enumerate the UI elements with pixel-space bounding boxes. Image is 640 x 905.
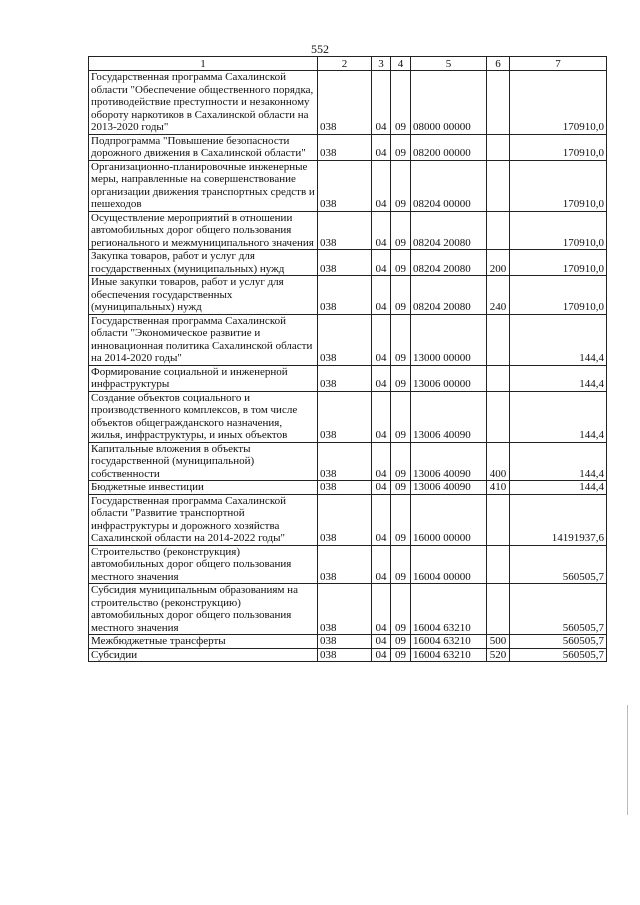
target-article-cell: 16000 00000 — [411, 494, 487, 545]
table-row — [89, 481, 607, 495]
expense-type-cell — [487, 584, 510, 635]
amount-cell: 170910,0 — [510, 71, 607, 135]
subsection-cell: 09 — [391, 481, 411, 495]
table-row — [89, 545, 607, 584]
row-name-cell: Межбюджетные трансферты — [89, 635, 318, 649]
table-row — [89, 71, 607, 135]
header-cell: 1 — [89, 57, 318, 71]
expense-type-cell — [487, 494, 510, 545]
admin-code-cell: 038 — [318, 71, 372, 135]
admin-code-cell: 038 — [318, 365, 372, 391]
row-name-cell: Формирование социальной и инженерной инфраструктуры — [89, 365, 318, 391]
amount-cell: 14191937,6 — [510, 494, 607, 545]
row-name-cell: Осуществление мероприятий в отношении автомобильных дорог общего пользования регионального и межмуниципального значения — [89, 211, 318, 250]
amount-cell: 560505,7 — [510, 635, 607, 649]
table-row — [89, 648, 607, 662]
amount-cell: 170910,0 — [510, 250, 607, 276]
table-row — [89, 494, 607, 545]
subsection-cell: 09 — [391, 211, 411, 250]
admin-code-cell: 038 — [318, 391, 372, 442]
subsection-cell: 09 — [391, 545, 411, 584]
table-row — [89, 160, 607, 211]
header-cell: 7 — [510, 57, 607, 71]
subsection-cell: 09 — [391, 635, 411, 649]
table-row — [89, 365, 607, 391]
subsection-cell: 09 — [391, 250, 411, 276]
amount-cell: 560505,7 — [510, 584, 607, 635]
section-cell: 04 — [372, 494, 391, 545]
row-name-cell: Субсидии — [89, 648, 318, 662]
expense-type-cell — [487, 391, 510, 442]
row-name-cell: Бюджетные инвестиции — [89, 481, 318, 495]
header-cell: 2 — [318, 57, 372, 71]
expense-type-cell — [487, 134, 510, 160]
target-article-cell: 08204 20080 — [411, 211, 487, 250]
admin-code-cell: 038 — [318, 481, 372, 495]
amount-cell: 144,4 — [510, 314, 607, 365]
amount-cell: 170910,0 — [510, 276, 607, 315]
amount-cell: 170910,0 — [510, 134, 607, 160]
row-name-cell: Государственная программа Сахалинской области "Обеспечение общественного порядка, противодействие преступности и незаконному обороту наркотиков в Сахалинской области на 2013-2020 годы" — [89, 71, 318, 135]
expense-type-cell: 240 — [487, 276, 510, 315]
admin-code-cell: 038 — [318, 314, 372, 365]
amount-cell: 170910,0 — [510, 160, 607, 211]
amount-cell: 560505,7 — [510, 545, 607, 584]
section-cell: 04 — [372, 545, 391, 584]
row-name-cell: Иные закупки товаров, работ и услуг для обеспечения государственных (муниципальных) нужд — [89, 276, 318, 315]
target-article-cell: 16004 00000 — [411, 545, 487, 584]
amount-cell: 144,4 — [510, 481, 607, 495]
section-cell: 04 — [372, 584, 391, 635]
row-name-cell: Государственная программа Сахалинской области "Экономическое развитие и инновационная политика Сахалинской области на 2014-2020 годы" — [89, 314, 318, 365]
table-row — [89, 635, 607, 649]
amount-cell: 144,4 — [510, 391, 607, 442]
subsection-cell: 09 — [391, 365, 411, 391]
header-cell: 3 — [372, 57, 391, 71]
section-cell: 04 — [372, 160, 391, 211]
expense-type-cell: 200 — [487, 250, 510, 276]
row-name-cell: Создание объектов социального и производственного комплексов, в том числе объектов общегражданского назначения, жилья, инфраструктуры, и иных объектов — [89, 391, 318, 442]
section-cell: 04 — [372, 635, 391, 649]
subsection-cell: 09 — [391, 71, 411, 135]
section-cell: 04 — [372, 71, 391, 135]
row-name-cell: Подпрограмма "Повышение безопасности дорожного движения в Сахалинской области" — [89, 134, 318, 160]
amount-cell: 560505,7 — [510, 648, 607, 662]
section-cell: 04 — [372, 365, 391, 391]
subsection-cell: 09 — [391, 584, 411, 635]
admin-code-cell: 038 — [318, 250, 372, 276]
subsection-cell: 09 — [391, 160, 411, 211]
row-name-cell: Строительство (реконструкция) автомобильных дорог общего пользования местного значения — [89, 545, 318, 584]
section-cell: 04 — [372, 481, 391, 495]
admin-code-cell: 038 — [318, 160, 372, 211]
admin-code-cell: 038 — [318, 211, 372, 250]
table-row — [89, 442, 607, 481]
expense-type-cell: 500 — [487, 635, 510, 649]
target-article-cell: 08204 00000 — [411, 160, 487, 211]
page-number: 552 — [311, 42, 329, 56]
target-article-cell: 08200 00000 — [411, 134, 487, 160]
header-cell: 4 — [391, 57, 411, 71]
target-article-cell: 13006 40090 — [411, 442, 487, 481]
expense-type-cell — [487, 71, 510, 135]
subsection-cell: 09 — [391, 276, 411, 315]
row-name-cell: Капитальные вложения в объекты государственной (муниципальной) собственности — [89, 442, 318, 481]
target-article-cell: 13006 40090 — [411, 481, 487, 495]
amount-cell: 170910,0 — [510, 211, 607, 250]
target-article-cell: 13006 40090 — [411, 391, 487, 442]
target-article-cell: 13006 00000 — [411, 365, 487, 391]
expense-type-cell — [487, 211, 510, 250]
header-cell: 6 — [487, 57, 510, 71]
section-cell: 04 — [372, 648, 391, 662]
row-name-cell: Организационно-планировочные инженерные меры, направленные на совершенствование организации движения транспортных средств и пешеходов — [89, 160, 318, 211]
row-name-cell: Субсидия муниципальным образованиям на строительство (реконструкцию) автомобильных дорог общего пользования местного значения — [89, 584, 318, 635]
subsection-cell: 09 — [391, 314, 411, 365]
section-cell: 04 — [372, 314, 391, 365]
subsection-cell: 09 — [391, 134, 411, 160]
expense-type-cell: 520 — [487, 648, 510, 662]
admin-code-cell: 038 — [318, 584, 372, 635]
row-name-cell: Закупка товаров, работ и услуг для государственных (муниципальных) нужд — [89, 250, 318, 276]
header-cell: 5 — [411, 57, 487, 71]
admin-code-cell: 038 — [318, 134, 372, 160]
target-article-cell: 08204 20080 — [411, 250, 487, 276]
subsection-cell: 09 — [391, 391, 411, 442]
admin-code-cell: 038 — [318, 545, 372, 584]
table-row — [89, 250, 607, 276]
admin-code-cell: 038 — [318, 442, 372, 481]
section-cell: 04 — [372, 250, 391, 276]
section-cell: 04 — [372, 276, 391, 315]
amount-cell: 144,4 — [510, 365, 607, 391]
subsection-cell: 09 — [391, 648, 411, 662]
amount-cell: 144,4 — [510, 442, 607, 481]
target-article-cell: 16004 63210 — [411, 584, 487, 635]
table-row — [89, 211, 607, 250]
subsection-cell: 09 — [391, 442, 411, 481]
table-row — [89, 584, 607, 635]
section-cell: 04 — [372, 442, 391, 481]
target-article-cell: 16004 63210 — [411, 635, 487, 649]
section-cell: 04 — [372, 391, 391, 442]
section-cell: 04 — [372, 134, 391, 160]
subsection-cell: 09 — [391, 494, 411, 545]
table-row — [89, 134, 607, 160]
table-row — [89, 314, 607, 365]
target-article-cell: 08204 20080 — [411, 276, 487, 315]
expense-type-cell — [487, 314, 510, 365]
target-article-cell: 13000 00000 — [411, 314, 487, 365]
admin-code-cell: 038 — [318, 494, 372, 545]
table-row — [89, 391, 607, 442]
header-row — [89, 57, 607, 71]
admin-code-cell: 038 — [318, 648, 372, 662]
expense-type-cell: 410 — [487, 481, 510, 495]
target-article-cell: 08000 00000 — [411, 71, 487, 135]
expense-type-cell — [487, 160, 510, 211]
budget-table — [88, 56, 607, 662]
target-article-cell: 16004 63210 — [411, 648, 487, 662]
section-cell: 04 — [372, 211, 391, 250]
row-name-cell: Государственная программа Сахалинской области "Развитие транспортной инфраструктуры и дорожного хозяйства Сахалинской области на 2014-2022 годы" — [89, 494, 318, 545]
expense-type-cell — [487, 545, 510, 584]
table-row — [89, 276, 607, 315]
admin-code-cell: 038 — [318, 635, 372, 649]
expense-type-cell — [487, 365, 510, 391]
scan-edge-mark — [627, 705, 628, 815]
expense-type-cell: 400 — [487, 442, 510, 481]
admin-code-cell: 038 — [318, 276, 372, 315]
